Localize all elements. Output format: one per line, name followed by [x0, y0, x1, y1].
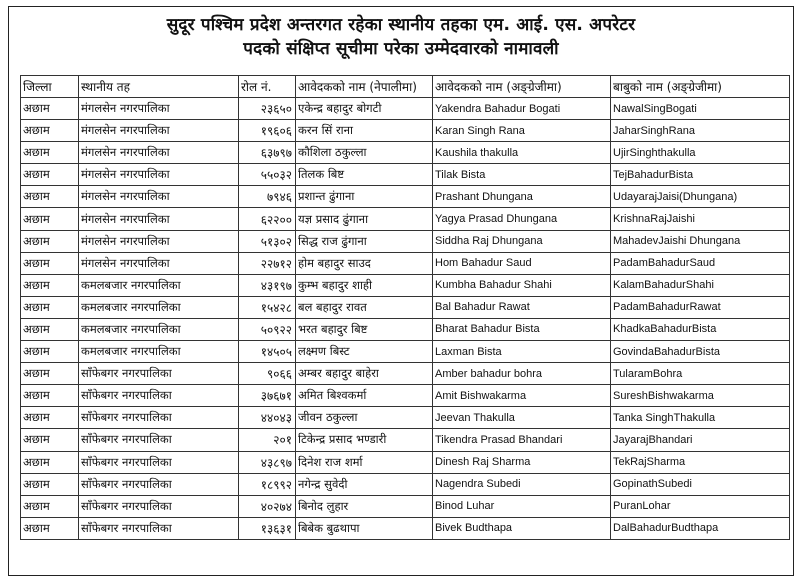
table-row — [21, 517, 790, 539]
table-row — [21, 341, 790, 363]
name-nepali-cell: दिनेश राज शर्मा — [296, 451, 433, 473]
table-body — [21, 98, 790, 540]
header-name-nepali: आवेदकको नाम (नेपालीमा) — [296, 76, 433, 98]
district-cell: अछाम — [21, 385, 79, 407]
local-level-cell: मंगलसेन नगरपालिका — [79, 164, 239, 186]
name-nepali-cell: कुम्भ बहादुर शाही — [296, 274, 433, 296]
roll-no-cell: १८९९२ — [239, 473, 296, 495]
table-row — [21, 252, 790, 274]
father-name-cell: KrishnaRajJaishi — [611, 208, 790, 230]
table-row — [21, 296, 790, 318]
local-level-cell: साँफेबगर नगरपालिका — [79, 429, 239, 451]
district-cell: अछाम — [21, 473, 79, 495]
header-name-english: आवेदकको नाम (अङ्ग्रेजीमा) — [433, 76, 611, 98]
name-nepali-cell: बिनोद लुहार — [296, 495, 433, 517]
roll-no-cell: ४३१९७ — [239, 274, 296, 296]
name-nepali-cell: तिलक बिष्ट — [296, 164, 433, 186]
district-cell: अछाम — [21, 252, 79, 274]
father-name-cell: KhadkaBahadurBista — [611, 318, 790, 340]
father-name-cell: TularamBohra — [611, 363, 790, 385]
header-roll-no: रोल नं. — [239, 76, 296, 98]
table-row — [21, 230, 790, 252]
title-line-1: सुदूर पश्चिम प्रदेश अन्तरगत रहेका स्थानीय तहका एम. आई. एस. अपरेटर — [166, 15, 636, 35]
table-row — [21, 363, 790, 385]
name-nepali-cell: भरत बहादुर बिष्ट — [296, 318, 433, 340]
district-cell: अछाम — [21, 341, 79, 363]
father-name-cell: PadamBahadurSaud — [611, 252, 790, 274]
district-cell: अछाम — [21, 186, 79, 208]
district-cell: अछाम — [21, 495, 79, 517]
roll-no-cell: ५५०३२ — [239, 164, 296, 186]
table-row — [21, 495, 790, 517]
roll-no-cell: ५०९२२ — [239, 318, 296, 340]
local-level-cell: साँफेबगर नगरपालिका — [79, 495, 239, 517]
local-level-cell: साँफेबगर नगरपालिका — [79, 473, 239, 495]
father-name-cell: DalBahadurBudthapa — [611, 517, 790, 539]
name-english-cell: Bivek Budthapa — [433, 517, 611, 539]
local-level-cell: मंगलसेन नगरपालिका — [79, 230, 239, 252]
table-row — [21, 164, 790, 186]
name-english-cell: Siddha Raj Dhungana — [433, 230, 611, 252]
father-name-cell: MahadevJaishi Dhungana — [611, 230, 790, 252]
table-row — [21, 318, 790, 340]
name-english-cell: Laxman Bista — [433, 341, 611, 363]
roll-no-cell: ४३८९७ — [239, 451, 296, 473]
roll-no-cell: १३६३१ — [239, 517, 296, 539]
local-level-cell: साँफेबगर नगरपालिका — [79, 451, 239, 473]
father-name-cell: JayarajBhandari — [611, 429, 790, 451]
local-level-cell: साँफेबगर नगरपालिका — [79, 407, 239, 429]
table-row — [21, 451, 790, 473]
name-nepali-cell: यज्ञ प्रसाद ढुंगाना — [296, 208, 433, 230]
title-line-2: पदको संक्षिप्त सूचीमा परेका उम्मेदवारको नामावली — [243, 39, 559, 59]
name-nepali-cell: अम्बर बहादुर बाहेरा — [296, 363, 433, 385]
local-level-cell: मंगलसेन नगरपालिका — [79, 120, 239, 142]
father-name-cell: UjirSinghthakulla — [611, 142, 790, 164]
father-name-cell: TejBahadurBista — [611, 164, 790, 186]
table-header-row — [21, 76, 790, 98]
table-row — [21, 142, 790, 164]
name-english-cell: Bal Bahadur Rawat — [433, 296, 611, 318]
district-cell: अछाम — [21, 318, 79, 340]
district-cell: अछाम — [21, 429, 79, 451]
name-nepali-cell: नगेन्द्र सुवेदी — [296, 473, 433, 495]
candidate-table — [20, 75, 790, 540]
name-english-cell: Karan Singh Rana — [433, 120, 611, 142]
local-level-cell: कमलबजार नगरपालिका — [79, 296, 239, 318]
name-english-cell: Hom Bahadur Saud — [433, 252, 611, 274]
name-nepali-cell: एकेन्द्र बहादुर बोगटी — [296, 98, 433, 120]
district-cell: अछाम — [21, 208, 79, 230]
header-local-level: स्थानीय तह — [79, 76, 239, 98]
father-name-cell: GopinathSubedi — [611, 473, 790, 495]
father-name-cell: SureshBishwakarma — [611, 385, 790, 407]
district-cell: अछाम — [21, 230, 79, 252]
name-nepali-cell: बिबेक बुढथापा — [296, 517, 433, 539]
roll-no-cell: ४०२७४ — [239, 495, 296, 517]
roll-no-cell: १४५०५ — [239, 341, 296, 363]
table-row — [21, 385, 790, 407]
father-name-cell: GovindaBahadurBista — [611, 341, 790, 363]
district-cell: अछाम — [21, 363, 79, 385]
name-english-cell: Bharat Bahadur Bista — [433, 318, 611, 340]
father-name-cell: NawalSingBogati — [611, 98, 790, 120]
local-level-cell: मंगलसेन नगरपालिका — [79, 142, 239, 164]
roll-no-cell: ५१३०२ — [239, 230, 296, 252]
roll-no-cell: ३७६७१ — [239, 385, 296, 407]
name-english-cell: Tilak Bista — [433, 164, 611, 186]
table-row — [21, 208, 790, 230]
name-english-cell: Amber bahadur bohra — [433, 363, 611, 385]
name-english-cell: Prashant Dhungana — [433, 186, 611, 208]
local-level-cell: मंगलसेन नगरपालिका — [79, 186, 239, 208]
name-english-cell: Yagya Prasad Dhungana — [433, 208, 611, 230]
header-father-name: बाबुको नाम (अङ्ग्रेजीमा) — [611, 76, 790, 98]
local-level-cell: कमलबजार नगरपालिका — [79, 318, 239, 340]
name-english-cell: Amit Bishwakarma — [433, 385, 611, 407]
name-nepali-cell: करन सिं राना — [296, 120, 433, 142]
table-row — [21, 98, 790, 120]
local-level-cell: मंगलसेन नगरपालिका — [79, 208, 239, 230]
document-title — [9, 13, 793, 61]
father-name-cell: JaharSinghRana — [611, 120, 790, 142]
name-nepali-cell: अमित बिश्वकर्मा — [296, 385, 433, 407]
district-cell: अछाम — [21, 407, 79, 429]
name-english-cell: Dinesh Raj Sharma — [433, 451, 611, 473]
roll-no-cell: ७९४६ — [239, 186, 296, 208]
name-english-cell: Yakendra Bahadur Bogati — [433, 98, 611, 120]
name-nepali-cell: कौशिला ठकुल्ला — [296, 142, 433, 164]
roll-no-cell: २०१ — [239, 429, 296, 451]
name-english-cell: Kaushila thakulla — [433, 142, 611, 164]
father-name-cell: UdayarajJaisi(Dhungana) — [611, 186, 790, 208]
roll-no-cell: ९०६६ — [239, 363, 296, 385]
district-cell: अछाम — [21, 517, 79, 539]
table-row — [21, 120, 790, 142]
name-nepali-cell: बल बहादुर रावत — [296, 296, 433, 318]
table-row — [21, 429, 790, 451]
name-nepali-cell: हाेम बहादुर साउद — [296, 252, 433, 274]
district-cell: अछाम — [21, 98, 79, 120]
local-level-cell: कमलबजार नगरपालिका — [79, 341, 239, 363]
name-english-cell: Tikendra Prasad Bhandari — [433, 429, 611, 451]
roll-no-cell: १५४२८ — [239, 296, 296, 318]
table-row — [21, 407, 790, 429]
local-level-cell: साँफेबगर नगरपालिका — [79, 363, 239, 385]
roll-no-cell: ६३७९७ — [239, 142, 296, 164]
name-nepali-cell: जीवन ठकुल्ला — [296, 407, 433, 429]
district-cell: अछाम — [21, 164, 79, 186]
district-cell: अछाम — [21, 296, 79, 318]
name-english-cell: Kumbha Bahadur Shahi — [433, 274, 611, 296]
local-level-cell: साँफेबगर नगरपालिका — [79, 385, 239, 407]
local-level-cell: मंगलसेन नगरपालिका — [79, 252, 239, 274]
roll-no-cell: १९६०६ — [239, 120, 296, 142]
local-level-cell: साँफेबगर नगरपालिका — [79, 517, 239, 539]
father-name-cell: KalamBahadurShahi — [611, 274, 790, 296]
table-row — [21, 186, 790, 208]
name-english-cell: Nagendra Subedi — [433, 473, 611, 495]
father-name-cell: PuranLohar — [611, 495, 790, 517]
table-row — [21, 274, 790, 296]
name-nepali-cell: लक्ष्मण बिस्ट — [296, 341, 433, 363]
table-row — [21, 473, 790, 495]
roll-no-cell: २२७१२ — [239, 252, 296, 274]
name-nepali-cell: प्रशान्त ढुंगाना — [296, 186, 433, 208]
local-level-cell: कमलबजार नगरपालिका — [79, 274, 239, 296]
district-cell: अछाम — [21, 142, 79, 164]
local-level-cell: मंगलसेन नगरपालिका — [79, 98, 239, 120]
roll-no-cell: ४४०४३ — [239, 407, 296, 429]
roll-no-cell: २३६५० — [239, 98, 296, 120]
name-english-cell: Binod Luhar — [433, 495, 611, 517]
father-name-cell: TekRajSharma — [611, 451, 790, 473]
header-district: जिल्ला — [21, 76, 79, 98]
district-cell: अछाम — [21, 274, 79, 296]
name-nepali-cell: सिद्ध राज ढुंगाना — [296, 230, 433, 252]
father-name-cell: PadamBahadurRawat — [611, 296, 790, 318]
district-cell: अछाम — [21, 120, 79, 142]
name-english-cell: Jeevan Thakulla — [433, 407, 611, 429]
district-cell: अछाम — [21, 451, 79, 473]
roll-no-cell: ६२२०० — [239, 208, 296, 230]
father-name-cell: Tanka SinghThakulla — [611, 407, 790, 429]
name-nepali-cell: टिकेन्द्र प्रसाद भण्डारी — [296, 429, 433, 451]
